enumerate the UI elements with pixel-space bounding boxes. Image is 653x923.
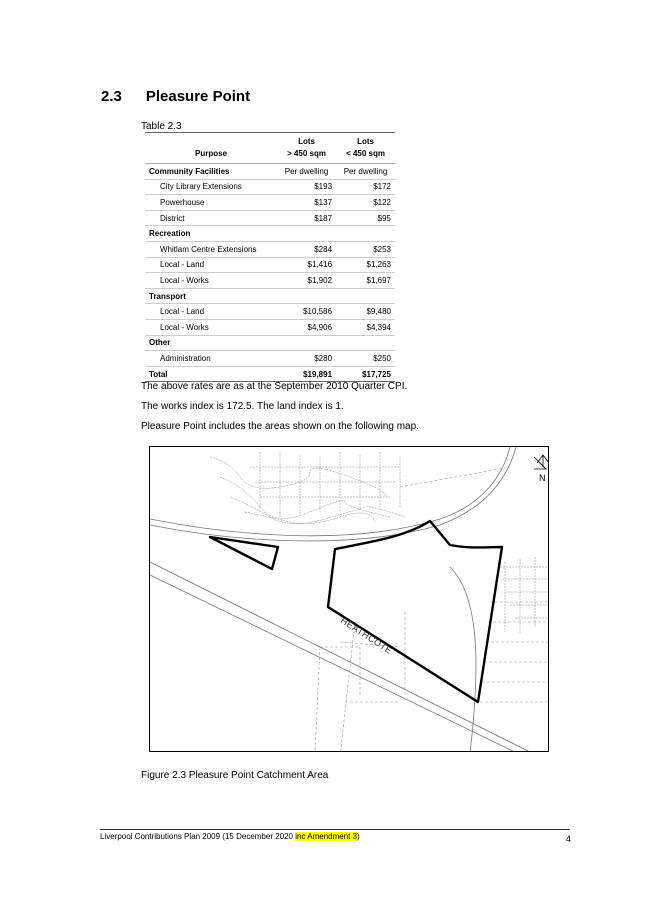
row-label: Recreation	[145, 226, 277, 242]
table-row	[145, 273, 395, 289]
footer-amendment-highlight: inc Amendment 3	[295, 832, 358, 841]
row-label: City Library Extensions	[145, 179, 277, 195]
roads	[150, 447, 540, 752]
row-col2: $122	[336, 195, 395, 211]
map-drawing	[150, 447, 549, 752]
row-col2: $172	[336, 179, 395, 195]
page-number: 4	[566, 834, 572, 844]
catchment-map	[149, 446, 549, 752]
table-header-row	[145, 133, 395, 164]
table-row	[145, 288, 395, 304]
paragraph-index-note: The works index is 172.5. The land index is 1.	[141, 401, 344, 412]
footer-document-title	[100, 832, 360, 841]
table-row	[145, 179, 395, 195]
table-row	[145, 164, 395, 180]
table-row	[145, 304, 395, 320]
row-col2	[336, 288, 395, 304]
section-number: 2.3	[101, 88, 122, 105]
table-row	[145, 226, 395, 242]
row-label: District	[145, 210, 277, 226]
section-title: Pleasure Point	[145, 88, 251, 105]
paragraph-rates-note: The above rates are as at the September 2010 Quarter CPI.	[141, 381, 408, 392]
table-row	[145, 210, 395, 226]
row-col1: $1,416	[277, 257, 336, 273]
table-row	[145, 335, 395, 351]
table-total-row	[145, 366, 395, 382]
table-row	[145, 351, 395, 367]
row-col1: $1,902	[277, 273, 336, 289]
row-col1	[277, 226, 336, 242]
figure-caption: Figure 2.3 Pleasure Point Catchment Area	[141, 770, 329, 781]
row-col2: $9,480	[336, 304, 395, 320]
row-col1: $187	[277, 210, 336, 226]
row-col1: $4,906	[277, 319, 336, 335]
row-col1: $280	[277, 351, 336, 367]
row-col2: $250	[336, 351, 395, 367]
row-label: Powerhouse	[145, 195, 277, 211]
header-lots-under-450	[336, 133, 395, 164]
header-col2-line2: < 450 sqm	[346, 149, 385, 158]
row-col2: Per dwelling	[336, 164, 395, 180]
row-col2: $1,697	[336, 273, 395, 289]
row-col2: $253	[336, 241, 395, 257]
road-label: HEATHCOTE	[338, 615, 395, 656]
row-label: Whitlam Centre Extensions	[145, 241, 277, 257]
row-col1: $193	[277, 179, 336, 195]
north-label: N	[539, 473, 546, 483]
lot-boundaries	[315, 467, 549, 752]
table-row	[145, 195, 395, 211]
header-lots-over-450	[277, 133, 336, 164]
row-col1: $10,586	[277, 304, 336, 320]
row-label: Total	[145, 366, 277, 382]
footer-title-main: Liverpool Contributions Plan 2009 (15 December 2020	[100, 832, 296, 841]
row-label: Community Facilities	[145, 164, 277, 180]
row-col2	[336, 226, 395, 242]
table-row	[145, 241, 395, 257]
row-label: Other	[145, 335, 277, 351]
row-col1: $19,891	[277, 366, 336, 382]
residential-parcels	[210, 452, 405, 524]
row-label: Transport	[145, 288, 277, 304]
row-col1: $284	[277, 241, 336, 257]
header-purpose: Purpose	[145, 133, 277, 164]
header-col1-line1: Lots	[298, 137, 315, 146]
footer-title-end: )	[357, 832, 360, 841]
row-col1	[277, 335, 336, 351]
paragraph-map-intro: Pleasure Point includes the areas shown on the following map.	[141, 421, 419, 432]
table-row	[145, 257, 395, 273]
row-col2	[336, 335, 395, 351]
footer-divider	[100, 829, 570, 830]
row-col1: Per dwelling	[277, 164, 336, 180]
row-label: Local - Land	[145, 257, 277, 273]
header-col1-line2: > 450 sqm	[287, 149, 326, 158]
table-row	[145, 319, 395, 335]
row-col2: $1,263	[336, 257, 395, 273]
row-label: Local - Land	[145, 304, 277, 320]
row-col1: $137	[277, 195, 336, 211]
table-caption: Table 2.3	[141, 121, 182, 132]
section-heading	[101, 88, 250, 105]
row-col1	[277, 288, 336, 304]
row-label: Administration	[145, 351, 277, 367]
row-col2: $17,725	[336, 366, 395, 382]
row-col2: $95	[336, 210, 395, 226]
north-arrow-icon	[537, 455, 549, 467]
contributions-table	[145, 132, 395, 382]
row-col2: $4,394	[336, 319, 395, 335]
header-col2-line1: Lots	[357, 137, 374, 146]
row-label: Local - Works	[145, 319, 277, 335]
east-parcels	[500, 557, 549, 634]
row-label: Local - Works	[145, 273, 277, 289]
